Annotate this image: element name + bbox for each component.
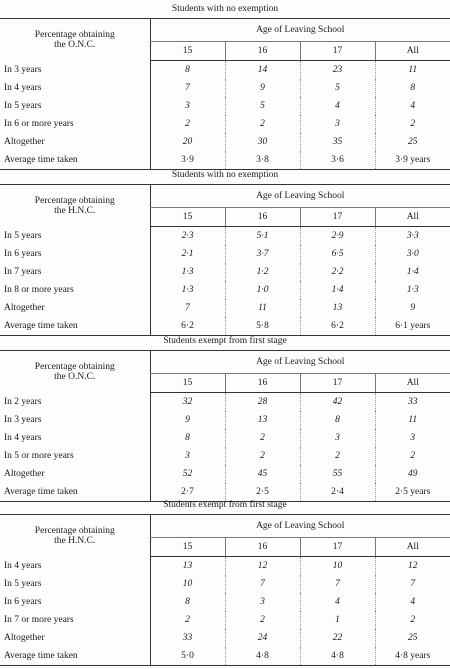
table-cell: 1·4 — [375, 263, 450, 281]
row-header-line: the H.N.C. — [54, 535, 96, 546]
table-cell: 1 — [300, 611, 375, 629]
table-cell: 2 — [225, 429, 300, 447]
table-cell: 10 — [150, 575, 225, 593]
table-cell: 7 — [150, 299, 225, 317]
table-cell: 2 — [375, 611, 450, 629]
table-cell: 7 — [300, 575, 375, 593]
row-label: In 7 years — [4, 267, 42, 277]
row-label: Altogether — [4, 633, 45, 643]
table-title: Students with no exemption — [171, 4, 279, 14]
table-cell: 45 — [225, 465, 300, 483]
column-header: 16 — [225, 538, 300, 557]
column-header: 17 — [300, 208, 375, 227]
table-cell: 3·7 — [225, 245, 300, 263]
row-header-line: the O.N.C. — [54, 371, 96, 382]
table-cell: 2·7 — [150, 483, 225, 502]
table-cell: 2·4 — [300, 483, 375, 502]
table-cell: 13 — [300, 299, 375, 317]
table-row — [0, 465, 450, 483]
row-label: In 7 or more years — [4, 615, 74, 625]
table-cell: 23 — [300, 61, 375, 80]
table-row — [0, 263, 450, 281]
table-cell: 25 — [375, 133, 450, 151]
table-cell: 33 — [375, 393, 450, 412]
table-cell: 11 — [225, 299, 300, 317]
table-title: Students exempt from first stage — [163, 500, 287, 510]
table-cell: 13 — [150, 557, 225, 576]
table-row — [0, 245, 450, 263]
column-header: All — [375, 208, 450, 227]
row-header-label — [0, 19, 150, 61]
row-label: In 4 years — [4, 433, 42, 443]
table-cell: 6·1 years — [375, 317, 450, 336]
table-cell: 24 — [225, 629, 300, 647]
row-header-line: Percentage obtaining — [34, 525, 115, 536]
table-cell: 25 — [375, 629, 450, 647]
table-cell: 3 — [375, 429, 450, 447]
row-label: Altogether — [4, 469, 45, 479]
table-row — [0, 393, 450, 412]
table-cell: 10 — [300, 557, 375, 576]
column-header: 15 — [150, 374, 225, 393]
row-label: Altogether — [4, 137, 45, 147]
table-row — [0, 593, 450, 611]
table-cell: 2·1 — [150, 245, 225, 263]
table-cell: 3·9 years — [375, 151, 450, 170]
table-cell: 7 — [150, 79, 225, 97]
row-header-line: Percentage obtaining — [34, 195, 115, 206]
table-row — [0, 115, 450, 133]
row-label: In 5 years — [4, 230, 42, 241]
row-label: Altogether — [4, 303, 45, 313]
table-cell: 3 — [300, 429, 375, 447]
table-cell: 2 — [225, 115, 300, 133]
table-cell: 3 — [150, 447, 225, 465]
table-cell: 11 — [375, 61, 450, 80]
column-header: 15 — [150, 208, 225, 227]
table-row — [0, 429, 450, 447]
column-header: 17 — [300, 374, 375, 393]
table-cell: 2·3 — [150, 227, 225, 246]
table-cell: 2 — [225, 447, 300, 465]
table-cell: 3 — [225, 593, 300, 611]
table-cell: 2 — [375, 115, 450, 133]
row-label: In 6 years — [4, 249, 42, 259]
table-cell: 1·0 — [225, 281, 300, 299]
table-cell: 2·9 — [300, 227, 375, 246]
table-cell: 2 — [375, 447, 450, 465]
table-cell: 7 — [375, 575, 450, 593]
table-cell: 4 — [375, 593, 450, 611]
table-cell: 8 — [375, 79, 450, 97]
column-header: 16 — [225, 374, 300, 393]
row-label: Average time taken — [0, 317, 150, 336]
table-row — [0, 227, 450, 246]
column-header: 16 — [225, 42, 300, 61]
row-header-line: Percentage obtaining — [34, 361, 115, 372]
table-cell: 42 — [300, 393, 375, 412]
table-cell: 28 — [225, 393, 300, 412]
table-cell: 32 — [150, 393, 225, 412]
row-header-label — [0, 351, 150, 393]
table-cell: 2·5 years — [375, 483, 450, 502]
table-cell: 4 — [375, 97, 450, 115]
table-cell: 4·8 — [300, 647, 375, 666]
age-group-header: Age of Leaving School — [150, 515, 450, 538]
table-cell: 6·2 — [150, 317, 225, 336]
table-cell: 5 — [300, 79, 375, 97]
table-row — [0, 97, 450, 115]
table-row — [0, 151, 450, 170]
table-cell: 8 — [300, 411, 375, 429]
table-row — [0, 611, 450, 629]
table-cell: 35 — [300, 133, 375, 151]
column-header: All — [375, 538, 450, 557]
table-row — [0, 411, 450, 429]
table-row — [0, 299, 450, 317]
table-cell: 30 — [225, 133, 300, 151]
row-label: In 5 years — [4, 579, 42, 589]
table-cell: 4·8 years — [375, 647, 450, 666]
table-row — [0, 575, 450, 593]
table-cell: 2·2 — [300, 263, 375, 281]
table-cell: 5·1 — [225, 227, 300, 246]
table-row — [0, 647, 450, 666]
column-header: All — [375, 374, 450, 393]
table-cell: 20 — [150, 133, 225, 151]
table-row — [0, 79, 450, 97]
table-row — [0, 317, 450, 336]
table-cell: 52 — [150, 465, 225, 483]
column-header: 16 — [225, 208, 300, 227]
table-cell: 1·3 — [150, 263, 225, 281]
row-label: In 5 years — [4, 101, 42, 111]
table-cell: 5·0 — [150, 647, 225, 666]
table-cell: 12 — [375, 557, 450, 576]
row-label: In 2 years — [4, 396, 42, 407]
data-table — [0, 184, 450, 336]
row-label: In 6 years — [4, 597, 42, 607]
table-cell: 5 — [225, 97, 300, 115]
table-cell: 12 — [225, 557, 300, 576]
table-cell: 1·3 — [150, 281, 225, 299]
row-label: In 6 or more years — [4, 119, 74, 129]
table-cell: 14 — [225, 61, 300, 80]
table-cell: 3·0 — [375, 245, 450, 263]
row-header-label — [0, 515, 150, 557]
table-cell: 2 — [225, 611, 300, 629]
row-label: Average time taken — [0, 151, 150, 170]
table-cell: 3·6 — [300, 151, 375, 170]
table-cell: 11 — [375, 411, 450, 429]
table-title: Students with no exemption — [171, 170, 279, 180]
data-table — [0, 18, 450, 170]
column-header: 17 — [300, 538, 375, 557]
table-cell: 8 — [150, 61, 225, 80]
row-label: Average time taken — [0, 483, 150, 502]
row-header-label — [0, 185, 150, 227]
table-cell: 3 — [300, 115, 375, 133]
table-row — [0, 281, 450, 299]
table-cell: 3·8 — [225, 151, 300, 170]
table-cell: 1·4 — [300, 281, 375, 299]
table-title: Students exempt from first stage — [163, 336, 287, 346]
table-cell: 6·2 — [300, 317, 375, 336]
table-row — [0, 61, 450, 80]
row-label: In 4 years — [4, 560, 42, 571]
row-header-line: the O.N.C. — [54, 39, 96, 50]
row-label: In 5 or more years — [4, 451, 74, 461]
table-cell: 3·9 — [150, 151, 225, 170]
row-header-line: the H.N.C. — [54, 205, 96, 216]
table-cell: 22 — [300, 629, 375, 647]
table-cell: 3 — [150, 97, 225, 115]
table-row — [0, 447, 450, 465]
column-header: 17 — [300, 42, 375, 61]
data-table — [0, 350, 450, 502]
table-cell: 4 — [300, 97, 375, 115]
age-group-header: Age of Leaving School — [150, 351, 450, 374]
table-cell: 2 — [300, 447, 375, 465]
table-cell: 2·5 — [225, 483, 300, 502]
row-label: In 3 years — [4, 64, 42, 75]
table-cell: 9 — [225, 79, 300, 97]
row-header-line: Percentage obtaining — [34, 29, 115, 40]
column-header: 15 — [150, 42, 225, 61]
table-cell: 4 — [300, 593, 375, 611]
table-cell: 2 — [150, 611, 225, 629]
table-cell: 9 — [375, 299, 450, 317]
table-cell: 9 — [150, 411, 225, 429]
column-header: 15 — [150, 538, 225, 557]
table-cell: 8 — [150, 429, 225, 447]
table-cell: 3·3 — [375, 227, 450, 246]
table-cell: 33 — [150, 629, 225, 647]
table-row — [0, 557, 450, 576]
row-label: In 3 years — [4, 415, 42, 425]
table-cell: 6·5 — [300, 245, 375, 263]
age-group-header: Age of Leaving School — [150, 185, 450, 208]
age-group-header: Age of Leaving School — [150, 19, 450, 42]
row-label: Average time taken — [0, 647, 150, 666]
table-cell: 5·8 — [225, 317, 300, 336]
column-header: All — [375, 42, 450, 61]
data-table — [0, 514, 450, 666]
table-cell: 1·3 — [375, 281, 450, 299]
row-label: In 4 years — [4, 83, 42, 93]
table-cell: 55 — [300, 465, 375, 483]
table-cell: 8 — [150, 593, 225, 611]
table-row — [0, 483, 450, 502]
table-cell: 49 — [375, 465, 450, 483]
table-cell: 13 — [225, 411, 300, 429]
table-cell: 1·2 — [225, 263, 300, 281]
table-cell: 2 — [150, 115, 225, 133]
table-cell: 4·8 — [225, 647, 300, 666]
table-row — [0, 629, 450, 647]
table-row — [0, 133, 450, 151]
table-cell: 7 — [225, 575, 300, 593]
row-label: In 8 or more years — [4, 285, 74, 295]
